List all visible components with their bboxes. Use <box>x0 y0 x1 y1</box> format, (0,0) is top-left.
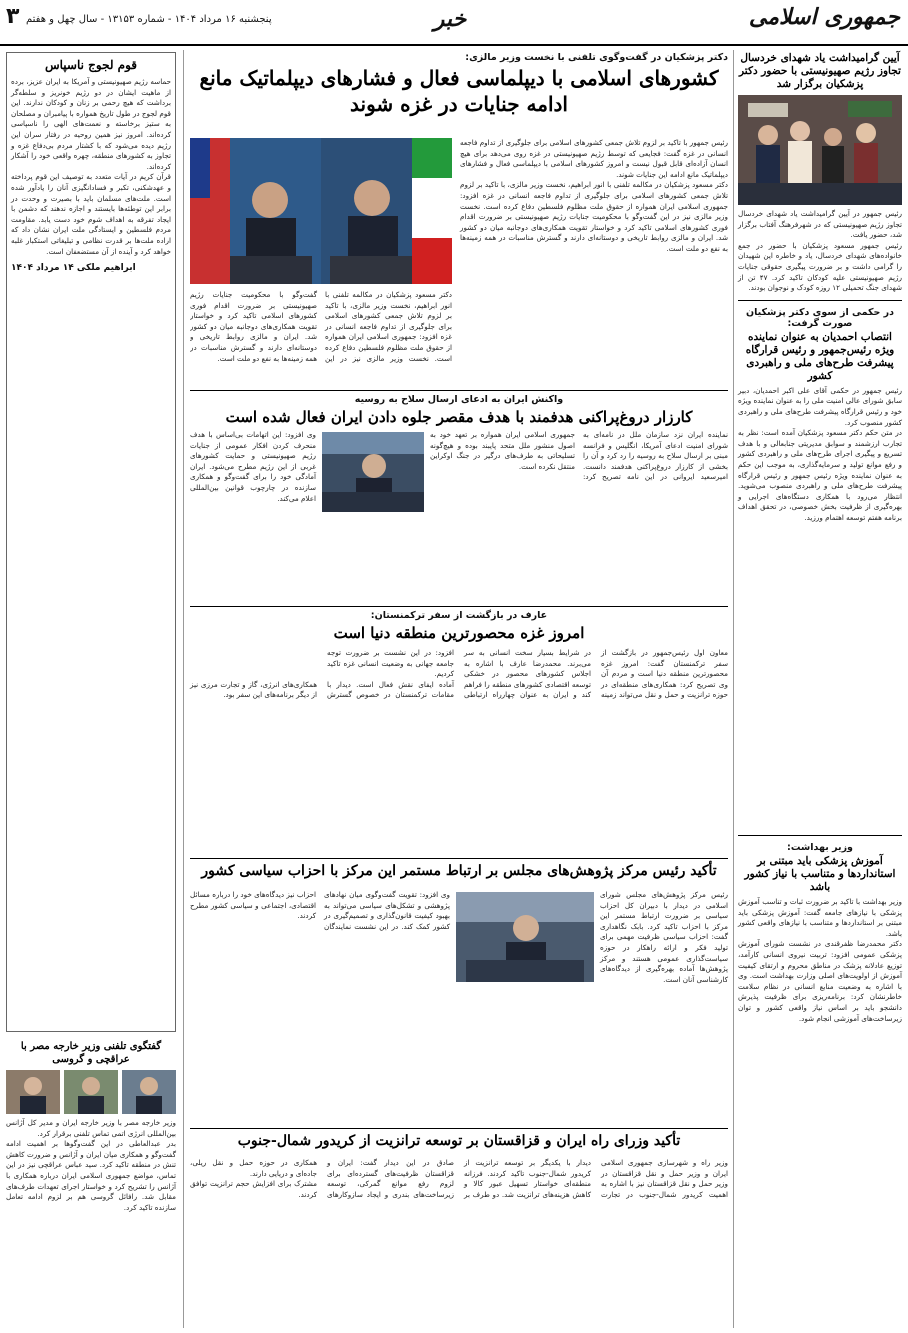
third-story <box>190 610 728 643</box>
fifth-story-headline: تأکید وزرای راه ایران و قزاقستان بر توسعه ترانزیت از کریدور شمال-جنوب <box>237 1133 681 1149</box>
right-story2-title: انتصاب احمدیان به عنوان نماینده ویژه رئیس‌جمهور و رئیس قرارگاه پیشرفت طرح‌های ملی و راهبردی کشور <box>745 330 895 382</box>
top-story-body: دکتر مسعود پزشکیان در مکالمه تلفنی با انور ابراهیم، نخست وزیر مالزی، با تاکید بر لزوم تلاش جمعی کشورهای اسلامی برای جلوگیری از تداوم فاجعه انسانی در غزه افزود: جمهوری اسلامی ایران همواره از حقوق ملت مظلوم فلسطین دفاع کرده است. نخست وزیر مالزی نیز در این گفت‌وگو با محکومیت جنایات رژیم صهیونیستی بر ضرورت اقدام فوری کشورهای اسلامی تاکید کرد و خواستار تقویت همکاری‌های دوجانبه میان دو کشور شد. ایران و مالزی روابط تاریخی و دوستانه‌ای دارند و گسترش مناسبات در همه زمینه‌ها به نفع دو ملت است. <box>460 180 728 253</box>
fourth-story-body: وی افزود: تقویت گفت‌وگوی میان نهادهای پژوهشی و تشکل‌های سیاسی می‌تواند به بهبود کیفیت قانون‌گذاری و تصمیم‌گیری در کشور کمک کند. در این نشست نمایندگان احزاب نیز دیدگاه‌های خود را درباره مسائل اقتصادی، اجتماعی و سیاسی کشور مطرح کردند. <box>190 890 450 931</box>
third-story-body: وی تصریح کرد: همکاری‌های منطقه‌ای در حوزه ترانزیت و حمل و نقل می‌تواند زمینه توسعه اقتصادی کشورهای منطقه را فراهم کند و ایران به عنوان چهارراه ارتباطی آماده ایفای نقش فعال است. دیدار با مقامات ترکمنستان در خصوص گسترش همکاری‌های انرژی، گاز و تجارت مرزی نیز از دیگر برنامه‌های این سفر بود. <box>190 679 728 700</box>
top-story-photo <box>190 138 452 284</box>
left-story2-title: گفتگوی تلفنی وزیر خارجه مصر با عراقچی و گروسی <box>20 1041 162 1065</box>
section-title: خبر <box>433 6 467 32</box>
top-story-kicker: دکتر پزشکیان در گفت‌وگوی تلفنی با نخست وزیر مالزی: <box>465 52 728 63</box>
fourth-story-text-left <box>190 890 450 932</box>
right-story1-title: آیین گرامیداشت یاد شهدای خردسال تجاوز رژیم صهیونیستی با حضور دکتر پزشکیان برگزار شد <box>739 52 901 90</box>
right-story3-lead: وزیر بهداشت با تاکید بر ضرورت ثبات و تناسب آموزش پزشکی با نیازهای جامعه گفت: آموزش پزشکی باید مبتنی بر استانداردها و متناسب با نیازهای واقعی کشور باشد. <box>738 897 902 938</box>
minister-photo-2 <box>64 1070 118 1114</box>
third-story-text <box>190 648 728 701</box>
masthead <box>0 0 908 46</box>
minister-photo-1 <box>122 1070 176 1114</box>
fourth-story-photo <box>456 892 594 982</box>
fourth-story <box>190 862 728 880</box>
left-story2-body: بدر عبدالعاطی در این گفت‌وگوها بر اهمیت ادامه گفت‌وگو و همکاری میان ایران و آژانس و ضرورت کاهش تنش در منطقه تاکید کرد. سید عباس عراقچی نیز در این تماس، مواضع جمهوری اسلامی ایران درباره همکاری با آژانس را تشریح کرد و خواستار اجرای تعهدات طرف‌های مقابل شد. رافائل گروسی هم بر لزوم ادامه تعامل سازنده تاکید کرد. <box>6 1139 176 1212</box>
left-column-story2 <box>6 1040 176 1213</box>
second-story-photo <box>322 432 424 512</box>
second-story-text-left <box>190 430 316 504</box>
top-story-text-continued <box>190 290 452 364</box>
right-story2-body: در متن حکم دکتر مسعود پزشکیان آمده است: نظر به تجارب ارزشمند و سوابق مدیریتی جنابعالی و با هدف تسریع و پیگیری اجرای طرح‌های ملی و راهبردی کشور و رفع موانع تولید و سرمایه‌گذاری، به موجب این حکم به عنوان نماینده ویژه رئیس جمهور و رئیس قرارگاه پیشرفت طرح‌های ملی و راهبردی منصوب می‌شوید. انتظار می‌رود با همکاری دستگاه‌های اجرایی و بهره‌گیری از ظرفیت بخش خصوصی، در تحقق اهداف برنامه هفتم توسعه اهتمام ورزید. <box>738 428 902 522</box>
fifth-story-body: وزیر حمل و نقل قزاقستان نیز با اشاره به اهمیت کریدور شمال-جنوب در تجارت منطقه‌ای خواستار تسهیل عبور کالا و کاهش هزینه‌های ترانزیت شد. دو طرف بر لزوم رفع موانع گمرکی، توسعه زیرساخت‌های بندری و ایجاد سازوکارهای مشترک برای افزایش حجم ترانزیت توافق کردند. <box>190 1179 728 1199</box>
right-column <box>738 52 902 523</box>
crowd-children-photo <box>738 95 902 205</box>
column-divider-right <box>733 50 734 1328</box>
editorial-title: قوم لجوج ناسپاس <box>44 58 138 72</box>
fourth-story-lead: رئیس مرکز پژوهش‌های مجلس شورای اسلامی در دیدار با دبیران کل احزاب سیاسی بر ضرورت ارتباط مستمر این مرکز با احزاب تاکید کرد. بابک نگاهداری گفت: احزاب سیاسی ظرفیت مهمی برای تولید فکر و ارائه راهکار در حوزه سیاست‌گذاری عمومی هستند و مرکز پژوهش‌ها آماده بهره‌گیری از دیدگاه‌های کارشناسی آنان است. <box>600 890 728 984</box>
editorial-lead: حماسه رژیم صهیونیستی و آمریکا به ایران عزیز، برده از ماهیت ایشان در دو رژیم خونریز و سلطه‌گر برداشت که هیچ رحمی بر زنان و کودکان ندارند. این قوم لجوج در طول تاریخ همواره با پیامبران و مصلحان به ستیز برخاسته و نعمت‌های الهی را ناسپاسی کرده‌اند. امروز نیز همین روحیه در رفتار سران این رژیم دیده می‌شود که با کشتار مردم بی‌دفاع غزه و تجاوز به کشورهای منطقه، چهره واقعی خود را آشکار کرده‌اند. <box>11 77 171 171</box>
third-story-kicker: عارف در بازگشت از سفر ترکمنستان: <box>370 610 548 621</box>
fifth-story-lead: وزیر راه و شهرسازی جمهوری اسلامی ایران و وزیر حمل و نقل قزاقستان در دیدار با یکدیگر بر توسعه ترانزیت از کریدور شمال-جنوب تاکید کردند. فرزانه صادق در این دیدار گفت: ایران و قزاقستان ظرفیت‌های گسترده‌ای برای همکاری در حوزه حمل و نقل ریلی، جاده‌ای و دریایی دارند. <box>190 1158 728 1178</box>
top-story-headline: کشورهای اسلامی با دیپلماسی فعال و فشارهای دیپلماتیک مانع ادامه جنایات در غزه شوند <box>199 66 719 116</box>
right-story2-kicker: در حکمی از سوی دکتر پزشکیان صورت گرفت: <box>745 306 895 329</box>
fifth-story-text <box>190 1158 728 1200</box>
left-story2-lead: وزیر خارجه مصر با وزیر خارجه ایران و مدیر کل آژانس بین‌المللی انرژی اتمی تماس تلفنی برقرار کرد. <box>6 1118 176 1138</box>
second-story-body: وی افزود: این اتهامات بی‌اساس با هدف منحرف کردن افکار عمومی از جنایات رژیم صهیونیستی و حمایت کشورهای غربی از این رژیم مطرح می‌شود. ایران آمادگی خود را برای گفت‌وگو و همکاری سازنده در چارچوب قوانین بین‌المللی اعلام می‌کند. <box>190 430 316 503</box>
column-divider-left <box>183 50 184 1328</box>
third-story-headline: امروز غزه محصورترین منطقه دنیا است <box>333 624 585 642</box>
fifth-story <box>190 1132 728 1150</box>
fourth-story-text-right <box>600 890 728 985</box>
top-story-continued: دکتر مسعود پزشکیان در مکالمه تلفنی با انور ابراهیم، نخست وزیر مالزی، با تاکید بر لزوم تلاش جمعی کشورهای اسلامی برای جلوگیری از تداوم فاجعه انسانی در غزه افزود: جمهوری اسلامی ایران همواره از حقوق ملت مظلوم فلسطین دفاع کرده است. نخست وزیر مالزی نیز در این گفت‌وگو با محکومیت جنایات رژیم صهیونیستی بر ضرورت اقدام فوری کشورهای اسلامی تاکید کرد و خواستار تقویت همکاری‌های دوجانبه میان دو کشور شد. ایران و مالزی روابط تاریخی و دوستانه‌ای دارند و گسترش مناسبات در همه زمینه‌ها به نفع دو ملت است. <box>190 290 452 363</box>
right-story3-body: دکتر محمدرضا ظفرقندی در نشست شورای آموزش پزشکی عمومی افزود: تربیت نیروی انسانی کارآمد، توزیع عادلانه پزشک در مناطق محروم و ارتقای کیفیت آموزش از اولویت‌های اصلی وزارت بهداشت است. وی با اشاره به وضعیت منابع انسانی در نظام سلامت خاطرنشان کرد: برنامه‌ریزی برای ظرفیت پذیرش دانشجو باید بر اساس نیاز واقعی کشور و توان زیرساخت‌های آموزشی انجام شود. <box>738 939 902 1023</box>
right-story3-title: آموزش پزشکی باید مبتنی بر استانداردها و متناسب با نیاز کشور باشد <box>744 855 896 893</box>
issue-date-line: پنجشنبه ۱۶ مرداد ۱۴۰۴ - شماره ۱۳۱۵۳ - سال چهل و هفتم <box>26 14 272 25</box>
second-story-kicker: واکنش ایران به ادعای ارسال سلاح به روسیه <box>354 394 564 405</box>
fourth-story-headline: تأکید رئیس مرکز پژوهش‌های مجلس بر ارتباط مستمر این مرکز با احزاب سیاسی کشور <box>201 863 717 879</box>
right-story1-photo <box>738 95 902 205</box>
page-number: ۳ <box>6 4 20 29</box>
editorial-body: قرآن کریم در آیات متعدد به توصیف این قوم پرداخته و عهدشکنی، تکبر و فسادانگیزی آنان را یادآور شده است. ملت‌های مسلمان باید با بصیرت و وحدت در برابر این توطئه‌ها بایستند و اجازه ندهند که دشمن با ایجاد تفرقه به اهداف شوم خود دست یابد. مقاومت مردم فلسطین و ایستادگی ملت ایران نشان داد که اراده ملت‌ها بر قدرت نظامی و تبلیغاتی استکبار غلبه خواهد کرد و آینده از آن مستضعفان است. <box>11 172 171 256</box>
second-story-lead: نماینده ایران نزد سازمان ملل در نامه‌ای به شورای امنیت ادعای آمریکا، انگلیس و فرانسه مبنی بر ارسال سلاح به روسیه را رد کرد و آن را بخشی از کارزار دروغ‌پراکنی هدفمند دانست. امیرسعید ایروانی در این نامه تصریح کرد: جمهوری اسلامی ایران همواره بر تعهد خود به اصول منشور ملل متحد پایبند بوده و هیچ‌گونه تسلیحاتی به طرف‌های درگیر در جنگ اوکراین منتقل نکرده است. <box>430 430 728 482</box>
newspaper-logo: جمهوری اسلامی <box>748 4 900 30</box>
divider-third-fourth <box>190 858 728 859</box>
right-story1-lead: رئیس جمهور در آیین گرامیداشت یاد شهدای خردسال تجاوز رژیم صهیونیستی که در شهرفرهنگ آفتاب برگزار شد، حضور یافت. <box>738 209 902 240</box>
right-story1-body: رئیس جمهور مسعود پزشکیان با حضور در جمع خانواده‌های شهدای خردسال، یاد و خاطره این شهیدان را گرامی داشت و بر ضرورت پیگیری حقوقی جنایات رژیم صهیونیستی علیه کودکان تاکید کرد. ۴۷ تن از شهدای جنگ تحمیلی ۱۲ روزه کودک و نوجوان بودند. <box>738 240 902 293</box>
top-story-lead: رئیس جمهور با تاکید بر لزوم تلاش جمعی کشورهای اسلامی برای جلوگیری از تداوم فاجعه انسانی در غزه گفت: فجایعی که توسط رژیم صهیونیستی در غزه روی می‌دهد برای هیچ انسان آزاده‌ای قابل قبول نیست و امروز کشورهای اسلامی با دیپلماسی فعال و فشارهای دیپلماتیک مانع ادامه این جنایات شوند. <box>460 138 728 179</box>
phone-call-leaders-photo <box>190 138 452 284</box>
divider-second-third <box>190 606 728 607</box>
left-column-editorial <box>6 52 176 1032</box>
un-speaker-photo <box>322 432 424 512</box>
second-story-text <box>430 430 728 483</box>
right-story2-lead: رئیس جمهور در حکمی آقای علی اکبر احمدیان، دبیر سابق شورای عالی امنیت ملی را به عنوان نماینده ویژه خود و رئیس قرارگاه پیشرفت طرح‌های ملی و راهبردی کشور منصوب کرد. <box>738 385 902 427</box>
left-story2-photos <box>6 1070 176 1114</box>
top-story-text <box>460 138 728 255</box>
top-story <box>190 52 728 117</box>
divider-top-second <box>190 390 728 391</box>
divider-fourth-fifth <box>190 1128 728 1129</box>
second-story-headline: کارزار دروغ‌پراکنی هدفمند با هدف مقصر جلوه دادن ایران فعال شده است <box>225 408 693 426</box>
right-column-lower <box>738 835 902 1024</box>
right-story3-kicker: وزیر بهداشت: <box>787 842 853 853</box>
research-center-head-photo <box>456 892 594 982</box>
editorial-author: ابراهیم ملکی ۱۴ مرداد ۱۴۰۴ <box>11 263 136 274</box>
third-story-lead: معاون اول رئیس‌جمهور در بازگشت از سفر ترکمنستان گفت: امروز غزه محصورترین منطقه دنیا است و مردم آن در شرایط بسیار سخت انسانی به سر می‌برند. محمدرضا عارف با اشاره به اجلاس کشورهای محصور در خشکی افزود: در این نشست بر ضرورت توجه جامعه جهانی به وضعیت انسانی غزه تاکید کردیم. <box>327 648 728 679</box>
second-story <box>190 394 728 427</box>
minister-photo-3 <box>6 1070 60 1114</box>
